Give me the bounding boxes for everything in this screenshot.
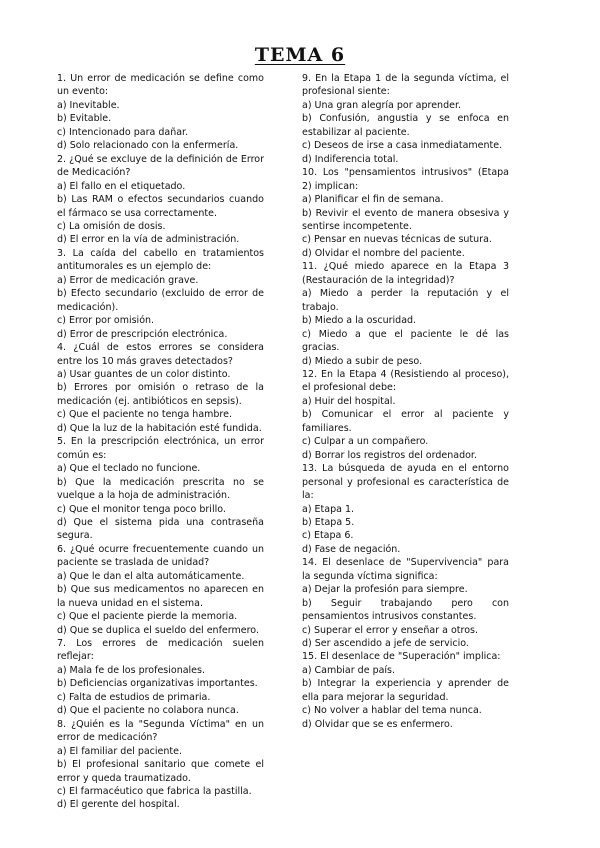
answer-option: c) Superar el error y enseñar a otros. (302, 624, 478, 636)
question-block (302, 650, 509, 731)
answer-option: d) El gerente del hospital. (57, 799, 180, 811)
question-text: 11. ¿Qué miedo aparece en la Etapa 3 (Restauración de la integridad)? (302, 261, 509, 286)
question-block (57, 637, 264, 718)
question-block (57, 543, 264, 637)
answer-option: b) Que la medicación prescrita no se vuelque a la hoja de administración. (57, 476, 264, 502)
answer-option: a) El fallo en el etiquetado. (57, 180, 186, 192)
answer-option: a) Etapa 1. (302, 503, 355, 515)
answer-option: a) Inevitable. (57, 99, 120, 111)
answer-option: c) Etapa 6. (302, 530, 354, 542)
answer-option: d) Solo relacionado con la enfermería. (57, 140, 239, 152)
page-title (0, 44, 600, 66)
answer-option: d) Ser ascendido a jefe de servicio. (302, 638, 469, 650)
answer-option: b) Etapa 5. (302, 516, 355, 528)
answer-option: b) Deficiencias organizativas importantes. (57, 678, 258, 690)
answer-option: b) Seguir trabajando pero con pensamientos intrusivos constantes. (302, 597, 509, 623)
question-block (57, 341, 264, 435)
answer-option: d) Borrar los registros del ordenador. (302, 449, 477, 461)
answer-option: d) Fase de negación. (302, 543, 401, 555)
question-text: 9. En la Etapa 1 de la segunda víctima, el profesional siente: (302, 73, 509, 98)
question-block (57, 153, 264, 247)
question-text: 3. La caída del cabello en tratamientos antitumorales es un ejemplo de: (57, 247, 264, 273)
answer-option: c) Que el monitor tenga poco brillo. (57, 503, 226, 515)
right-column (302, 72, 509, 731)
answer-option: d) Indiferencia total. (302, 153, 399, 165)
page-title-text: TEMA 6 (254, 44, 346, 66)
question-text: 14. El desenlace de "Supervivencia" para la segunda víctima significa: (302, 557, 509, 582)
answer-option: d) Que el paciente no colabora nunca. (57, 705, 239, 717)
answer-option: b) Confusión, angustia y se enfoca en estabilizar al paciente. (302, 113, 509, 138)
question-block (57, 435, 264, 543)
answer-option: c) Culpar a un compañero. (302, 436, 429, 448)
answer-option: b) Comunicar el error al paciente y familiares. (302, 409, 509, 434)
question-block (57, 718, 264, 812)
answer-option: c) Pensar en nuevas técnicas de sutura. (302, 234, 492, 246)
answer-option: b) Errores por omisión o retraso de la medicación (ej. antibióticos en sepsis). (57, 382, 264, 407)
answer-option: c) Deseos de irse a casa inmediatamente. (302, 140, 503, 152)
left-column (57, 72, 264, 812)
answer-option: c) El farmacéutico que fabrica la pastilla. (57, 786, 252, 798)
question-text: 4. ¿Cuál de estos errores se considera entre los 10 más graves detectados? (57, 342, 264, 367)
answer-option: d) Olvidar que se es enfermero. (302, 718, 453, 730)
answer-option: a) Una gran alegría por aprender. (302, 99, 461, 111)
answer-option: d) Error de prescripción electrónica. (57, 328, 228, 340)
answer-option: c) La omisión de dosis. (57, 220, 166, 232)
question-text: 12. En la Etapa 4 (Resistiendo al proceso), el profesional debe: (302, 368, 509, 394)
answer-option: c) Falta de estudios de primaria. (57, 691, 211, 703)
answer-option: a) Dejar la profesión para siempre. (302, 584, 468, 596)
question-text: 1. Un error de medicación se define como un evento: (57, 73, 264, 98)
answer-option: b) Que sus medicamentos no aparecen en la nueva unidad en el sistema. (57, 584, 264, 609)
question-text: 15. El desenlace de "Superación" implica: (302, 651, 501, 663)
answer-option: b) Miedo a la oscuridad. (302, 315, 417, 327)
answer-option: d) Que la luz de la habitación esté fundida. (57, 422, 262, 434)
answer-option: a) Cambiar de país. (302, 664, 396, 676)
answer-option: b) Evitable. (57, 113, 112, 125)
answer-option: d) Que el sistema pida una contraseña segura. (57, 516, 264, 542)
answer-option: a) Planificar el fin de semana. (302, 194, 444, 206)
question-text: 6. ¿Qué ocurre frecuentemente cuando un paciente se traslada de unidad? (57, 543, 264, 569)
question-block (302, 260, 509, 368)
question-text: 13. La búsqueda de ayuda en el entorno personal y profesional es característica de la: (302, 463, 509, 502)
answer-option: a) Mala fe de los profesionales. (57, 664, 205, 676)
answer-option: b) Efecto secundario (excluido de error de medicación). (57, 288, 264, 313)
question-block (302, 556, 509, 650)
question-text: 2. ¿Qué se excluye de la definición de Error de Medicación? (57, 153, 264, 179)
answer-option: a) Huir del hospital. (302, 395, 396, 407)
answer-option: c) Intencionado para dañar. (57, 126, 189, 138)
question-text: 5. En la prescripción electrónica, un error común es: (57, 436, 264, 461)
answer-option: d) Miedo a subir de peso. (302, 355, 423, 367)
answer-option: d) Olvidar el nombre del paciente. (302, 247, 465, 259)
answer-option: c) Miedo a que el paciente le dé las gracias. (302, 328, 509, 354)
answer-option: b) Las RAM o efectos secundarios cuando el fármaco se usa correctamente. (57, 194, 264, 219)
question-block (302, 462, 509, 556)
question-block (302, 72, 509, 166)
answer-option: a) Miedo a perder la reputación y el trabajo. (302, 288, 509, 313)
answer-option: d) El error en la vía de administración. (57, 234, 240, 246)
question-text: 7. Los errores de medicación suelen reflejar: (57, 638, 264, 663)
answer-option: d) Que se duplica el sueldo del enfermero. (57, 624, 259, 636)
answer-option: a) Que le dan el alta automáticamente. (57, 570, 245, 582)
question-block (57, 247, 264, 341)
answer-option: b) El profesional sanitario que comete el error y queda traumatizado. (57, 759, 264, 784)
answer-option: c) Error por omisión. (57, 315, 155, 327)
answer-option: c) Que el paciente no tenga hambre. (57, 409, 232, 421)
question-text: 8. ¿Quién es la "Segunda Víctima" en un error de medicación? (57, 718, 264, 744)
answer-option: a) El familiar del paciente. (57, 745, 182, 757)
answer-option: b) Integrar la experiencia y aprender de ella para mejorar la seguridad. (302, 678, 509, 703)
answer-option: a) Que el teclado no funcione. (57, 463, 201, 475)
question-text: 10. Los "pensamientos intrusivos" (Etapa 2) implican: (302, 167, 509, 192)
question-block (302, 166, 509, 260)
answer-option: a) Usar guantes de un color distinto. (57, 368, 231, 380)
question-block (57, 72, 264, 153)
answer-option: a) Error de medicación grave. (57, 274, 199, 286)
answer-option: c) Que el paciente pierde la memoria. (57, 611, 238, 623)
answer-option: b) Revivir el evento de manera obsesiva y sentirse incompetente. (302, 207, 509, 232)
question-block (302, 368, 509, 462)
answer-option: c) No volver a hablar del tema nunca. (302, 705, 482, 717)
